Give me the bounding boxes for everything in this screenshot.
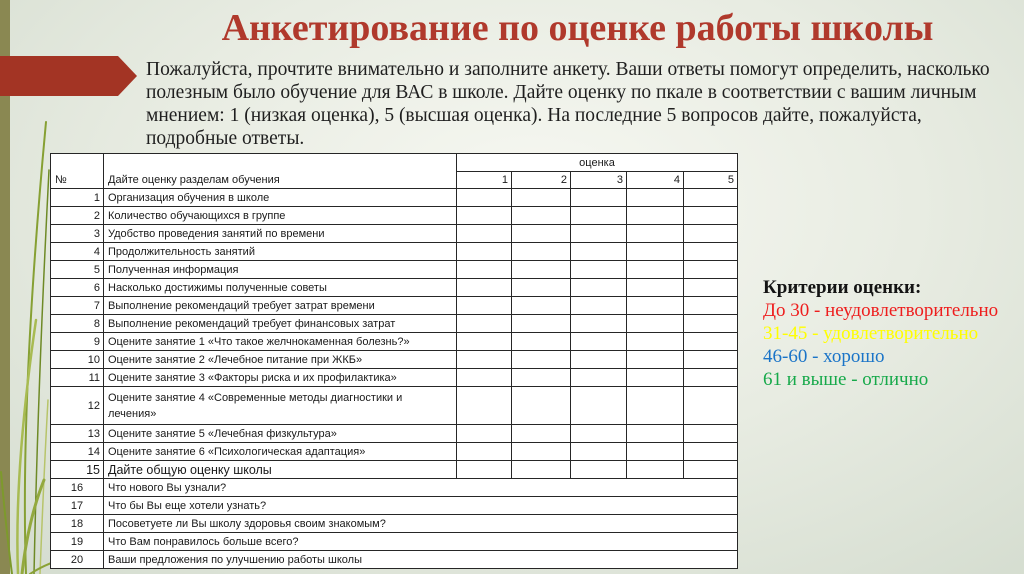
row-number: 20: [51, 551, 104, 569]
rating-cell-1: [457, 443, 512, 461]
rated-row: [51, 369, 738, 387]
rating-cell-4: [627, 425, 684, 443]
rating-cell-1: [457, 425, 512, 443]
question-text: Что бы Вы еще хотели узнать?: [108, 499, 267, 512]
rating-cell-1: [457, 297, 512, 315]
instructions-line: полезным было обучение для ВАС в школе. Дайте оценку по пкале в соответствии с вашим личным: [146, 82, 977, 103]
rating-cell-3: [571, 207, 627, 225]
answer-cell: [104, 497, 738, 515]
answer-cell: [104, 551, 738, 569]
question-text: Выполнение рекомендаций требует затрат времени: [108, 299, 375, 312]
slide-title: Анкетирование по оценке работы школы: [221, 7, 934, 49]
rating-cell-3: [571, 297, 627, 315]
criteria-item-satisfactory: 31-45 - удовлетворительно: [763, 323, 979, 344]
rating-cell-2: [512, 243, 571, 261]
rating-header-3: 3: [571, 172, 627, 189]
question-text: Оцените занятие 5 «Лечебная физкультура»: [108, 427, 337, 440]
rating-cell-3: [571, 461, 627, 479]
rating-cell-4: [627, 225, 684, 243]
question-cell: [104, 333, 457, 351]
question-cell: [104, 443, 457, 461]
instructions-line: Пожалуйста, прочтите внимательно и заполните анкету. Ваши ответы помогут определить, насколько: [146, 59, 990, 80]
rated-row: [51, 297, 738, 315]
rating-cell-3: [571, 369, 627, 387]
answer-cell: [104, 515, 738, 533]
row-number: 10: [51, 351, 104, 369]
rating-cell-3: [571, 351, 627, 369]
rating-group-header: [457, 154, 738, 189]
rating-cell-5: [684, 351, 738, 369]
rated-row: [51, 225, 738, 243]
criteria-item-excellent: 61 и выше - отлично: [763, 369, 929, 390]
rated-row: [51, 279, 738, 297]
rated-row: [51, 189, 738, 207]
open-question-row: [51, 533, 738, 551]
row-number: 1: [51, 189, 104, 207]
question-cell: [104, 369, 457, 387]
row-number: 7: [51, 297, 104, 315]
rating-cell-2: [512, 461, 571, 479]
rating-cell-4: [627, 387, 684, 425]
rating-cell-3: [571, 189, 627, 207]
rated-row: [51, 351, 738, 369]
rated-row: [51, 387, 738, 425]
instructions-line: мнением: 1 (низкая оценка), 5 (высшая оценка). На последние 5 вопросов дайте, пожалуйста,: [146, 105, 922, 126]
rating-cell-2: [512, 261, 571, 279]
row-number: 19: [51, 533, 104, 551]
question-text: Продолжительность занятий: [108, 245, 255, 258]
rating-header-5: 5: [684, 172, 738, 189]
answer-cell: [104, 533, 738, 551]
question-text: Дайте общую оценку школы: [108, 462, 272, 477]
row-number: 6: [51, 279, 104, 297]
rating-cell-1: [457, 207, 512, 225]
rating-cell-2: [512, 443, 571, 461]
question-cell: [104, 351, 457, 369]
row-number: 16: [51, 479, 104, 497]
rating-group-title: оценка: [457, 154, 738, 172]
rating-cell-5: [684, 297, 738, 315]
rating-header-4: 4: [627, 172, 684, 189]
rated-row: [51, 315, 738, 333]
rating-cell-1: [457, 387, 512, 425]
rating-cell-4: [627, 369, 684, 387]
question-text: Посоветуете ли Вы школу здоровья своим знакомым?: [108, 517, 386, 530]
rating-cell-5: [684, 207, 738, 225]
grading-criteria: [763, 276, 998, 391]
rating-cell-4: [627, 189, 684, 207]
rating-cell-3: [571, 443, 627, 461]
rating-cell-3: [571, 425, 627, 443]
question-cell: [104, 461, 457, 479]
row-number: 4: [51, 243, 104, 261]
question-cell: [104, 297, 457, 315]
rating-cell-2: [512, 315, 571, 333]
rating-cell-4: [627, 297, 684, 315]
row-number: 2: [51, 207, 104, 225]
rated-row: [51, 333, 738, 351]
rating-cell-4: [627, 207, 684, 225]
rating-cell-4: [627, 351, 684, 369]
rating-cell-5: [684, 333, 738, 351]
question-text: Полученная информация: [108, 263, 239, 276]
instructions-line: подробные ответы.: [146, 128, 305, 149]
rating-cell-1: [457, 369, 512, 387]
rating-cell-1: [457, 189, 512, 207]
instructions-paragraph: [146, 58, 1016, 150]
question-text: Насколько достижимы полученные советы: [108, 281, 327, 294]
question-cell: [104, 387, 457, 425]
rating-cell-4: [627, 461, 684, 479]
rating-cell-5: [684, 443, 738, 461]
rating-cell-1: [457, 225, 512, 243]
question-text: Оцените занятие 4 «Современные методы диагностики и лечения»: [108, 391, 403, 420]
question-text: Что Вам понравилось больше всего?: [108, 535, 299, 548]
rating-cell-2: [512, 297, 571, 315]
rating-cell-2: [512, 387, 571, 425]
rated-row: [51, 425, 738, 443]
rating-cell-2: [512, 333, 571, 351]
rating-header-1: 1: [457, 172, 512, 189]
open-question-row: [51, 551, 738, 569]
rating-cell-5: [684, 425, 738, 443]
rating-cell-5: [684, 261, 738, 279]
row-number: 9: [51, 333, 104, 351]
open-question-row: [51, 479, 738, 497]
open-question-row: [51, 497, 738, 515]
question-cell: [104, 315, 457, 333]
question-cell: [104, 425, 457, 443]
question-text: Что нового Вы узнали?: [108, 481, 227, 494]
row-number: 11: [51, 369, 104, 387]
header-question-label: Дайте оценку разделам обучения: [108, 174, 280, 186]
rating-cell-4: [627, 443, 684, 461]
rating-cell-1: [457, 261, 512, 279]
row-number: 12: [51, 387, 104, 425]
rating-cell-2: [512, 225, 571, 243]
header-number-label: №: [55, 174, 67, 186]
rating-cell-5: [684, 225, 738, 243]
question-text: Ваши предложения по улучшению работы школы: [108, 553, 362, 566]
rating-header-2: 2: [512, 172, 571, 189]
row-number: 8: [51, 315, 104, 333]
rated-row: [51, 261, 738, 279]
rating-cell-2: [512, 351, 571, 369]
rating-cell-3: [571, 225, 627, 243]
question-cell: [104, 225, 457, 243]
rating-cell-2: [512, 369, 571, 387]
rating-scale-header: [457, 172, 738, 189]
rating-cell-5: [684, 387, 738, 425]
rating-cell-1: [457, 243, 512, 261]
rating-cell-1: [457, 315, 512, 333]
rating-cell-3: [571, 315, 627, 333]
rating-cell-2: [512, 279, 571, 297]
header-number-cell: [51, 154, 104, 189]
rating-cell-2: [512, 207, 571, 225]
criteria-item-unsatisfactory: До 30 - неудовлетворительно: [763, 300, 999, 321]
question-text: Выполнение рекомендаций требует финансовых затрат: [108, 317, 396, 330]
header-question-cell: [104, 154, 457, 189]
rating-cell-5: [684, 461, 738, 479]
rating-cell-5: [684, 315, 738, 333]
rating-cell-5: [684, 243, 738, 261]
row-number: 18: [51, 515, 104, 533]
rated-row: [51, 243, 738, 261]
open-questions: [51, 479, 738, 569]
question-text: Оцените занятие 2 «Лечебное питание при ЖКБ»: [108, 353, 363, 366]
row-number: 14: [51, 443, 104, 461]
rating-cell-3: [571, 387, 627, 425]
question-text: Количество обучающихся в группе: [108, 209, 286, 222]
table-header: [51, 154, 738, 189]
criteria-item-good: 46-60 - хорошо: [763, 346, 885, 367]
answer-cell: [104, 479, 738, 497]
question-text: Удобство проведения занятий по времени: [108, 227, 325, 240]
open-question-row: [51, 515, 738, 533]
rating-cell-4: [627, 315, 684, 333]
row-number: 13: [51, 425, 104, 443]
rating-cell-1: [457, 279, 512, 297]
question-cell: [104, 189, 457, 207]
rating-cell-3: [571, 261, 627, 279]
rating-cell-5: [684, 279, 738, 297]
survey-table: [50, 153, 738, 569]
rating-cell-4: [627, 243, 684, 261]
rating-cell-1: [457, 461, 512, 479]
question-text: Оцените занятие 1 «Что такое желчнокаменная болезнь?»: [108, 335, 410, 348]
row-number: 15: [51, 461, 104, 479]
rating-cell-3: [571, 243, 627, 261]
rating-cell-1: [457, 333, 512, 351]
question-cell: [104, 279, 457, 297]
row-number: 5: [51, 261, 104, 279]
rating-cell-4: [627, 279, 684, 297]
rated-row: [51, 461, 738, 479]
row-number: 17: [51, 497, 104, 515]
rating-cell-4: [627, 333, 684, 351]
question-text: Оцените занятие 6 «Психологическая адаптация»: [108, 445, 366, 458]
criteria-title: Критерии оценки:: [763, 277, 922, 298]
question-text: Оцените занятие 3 «Факторы риска и их профилактика»: [108, 371, 397, 384]
rating-cell-2: [512, 425, 571, 443]
rating-cell-1: [457, 351, 512, 369]
rating-cell-3: [571, 333, 627, 351]
rated-questions: [51, 189, 738, 479]
question-cell: [104, 243, 457, 261]
rating-cell-5: [684, 189, 738, 207]
rating-cell-2: [512, 189, 571, 207]
arrow-banner: [0, 56, 137, 96]
question-cell: [104, 207, 457, 225]
rating-cell-4: [627, 261, 684, 279]
question-text: Организация обучения в школе: [108, 191, 270, 204]
rated-row: [51, 443, 738, 461]
row-number: 3: [51, 225, 104, 243]
rating-cell-5: [684, 369, 738, 387]
rating-cell-3: [571, 279, 627, 297]
rated-row: [51, 207, 738, 225]
question-cell: [104, 261, 457, 279]
